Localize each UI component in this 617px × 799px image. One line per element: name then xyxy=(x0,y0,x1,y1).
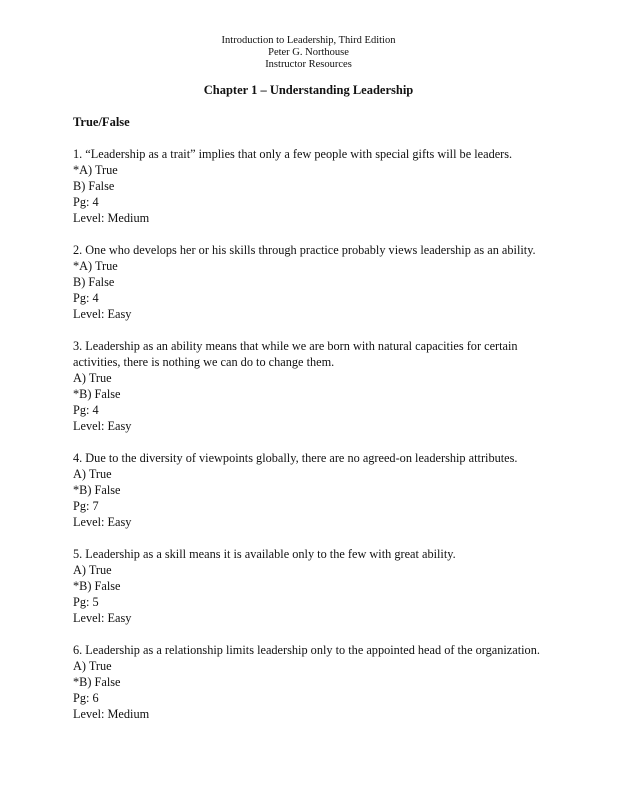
page-reference: Pg: 4 xyxy=(73,195,99,209)
answer-option-a: *A) True xyxy=(73,259,118,273)
question-stem: 1. “Leadership as a trait” implies that only a few people with special gifts will be leaders. xyxy=(73,147,513,161)
answer-option-b: *B) False xyxy=(73,483,121,497)
document-header xyxy=(0,35,617,71)
answer-option-b: *B) False xyxy=(73,387,121,401)
question-stem: 4. Due to the diversity of viewpoints globally, there are no agreed-on leadership attributes. xyxy=(73,451,518,465)
difficulty-level: Level: Easy xyxy=(73,307,132,321)
question-item xyxy=(73,450,553,530)
answer-option-a: A) True xyxy=(73,371,112,385)
answer-option-b: *B) False xyxy=(73,675,121,689)
answer-option-b: B) False xyxy=(73,179,115,193)
page-reference: Pg: 4 xyxy=(73,291,99,305)
page-reference: Pg: 7 xyxy=(73,499,99,513)
question-stem: 2. One who develops her or his skills through practice probably views leadership as an ability. xyxy=(73,243,536,257)
page-reference: Pg: 4 xyxy=(73,403,99,417)
difficulty-level: Level: Easy xyxy=(73,419,132,433)
question-item xyxy=(73,146,553,226)
question-stem: 6. Leadership as a relationship limits leadership only to the appointed head of the organization. xyxy=(73,643,540,657)
resource-type: Instructor Resources xyxy=(265,59,352,70)
difficulty-level: Level: Easy xyxy=(73,611,132,625)
question-stem: 5. Leadership as a skill means it is available only to the few with great ability. xyxy=(73,547,456,561)
difficulty-level: Level: Medium xyxy=(73,707,150,721)
answer-option-a: A) True xyxy=(73,659,112,673)
difficulty-level: Level: Easy xyxy=(73,515,132,529)
answer-option-a: A) True xyxy=(73,467,112,481)
question-stem: activities, there is nothing we can do to change them. xyxy=(73,355,335,369)
answer-option-a: A) True xyxy=(73,563,112,577)
question-item xyxy=(73,642,553,722)
answer-option-b: *B) False xyxy=(73,579,121,593)
question-stem: 3. Leadership as an ability means that while we are born with natural capacities for certain xyxy=(73,339,518,353)
book-title: Introduction to Leadership, Third Edition xyxy=(221,35,396,46)
section-title: True/False xyxy=(73,115,130,129)
answer-option-a: *A) True xyxy=(73,163,118,177)
question-item xyxy=(73,242,553,322)
page-reference: Pg: 6 xyxy=(73,691,99,705)
author-name: Peter G. Northouse xyxy=(268,47,349,58)
chapter-title: Chapter 1 – Understanding Leadership xyxy=(203,83,414,97)
answer-option-b: B) False xyxy=(73,275,115,289)
question-list xyxy=(73,146,553,738)
page-reference: Pg: 5 xyxy=(73,595,99,609)
question-item xyxy=(73,338,553,434)
question-item xyxy=(73,546,553,626)
difficulty-level: Level: Medium xyxy=(73,211,150,225)
